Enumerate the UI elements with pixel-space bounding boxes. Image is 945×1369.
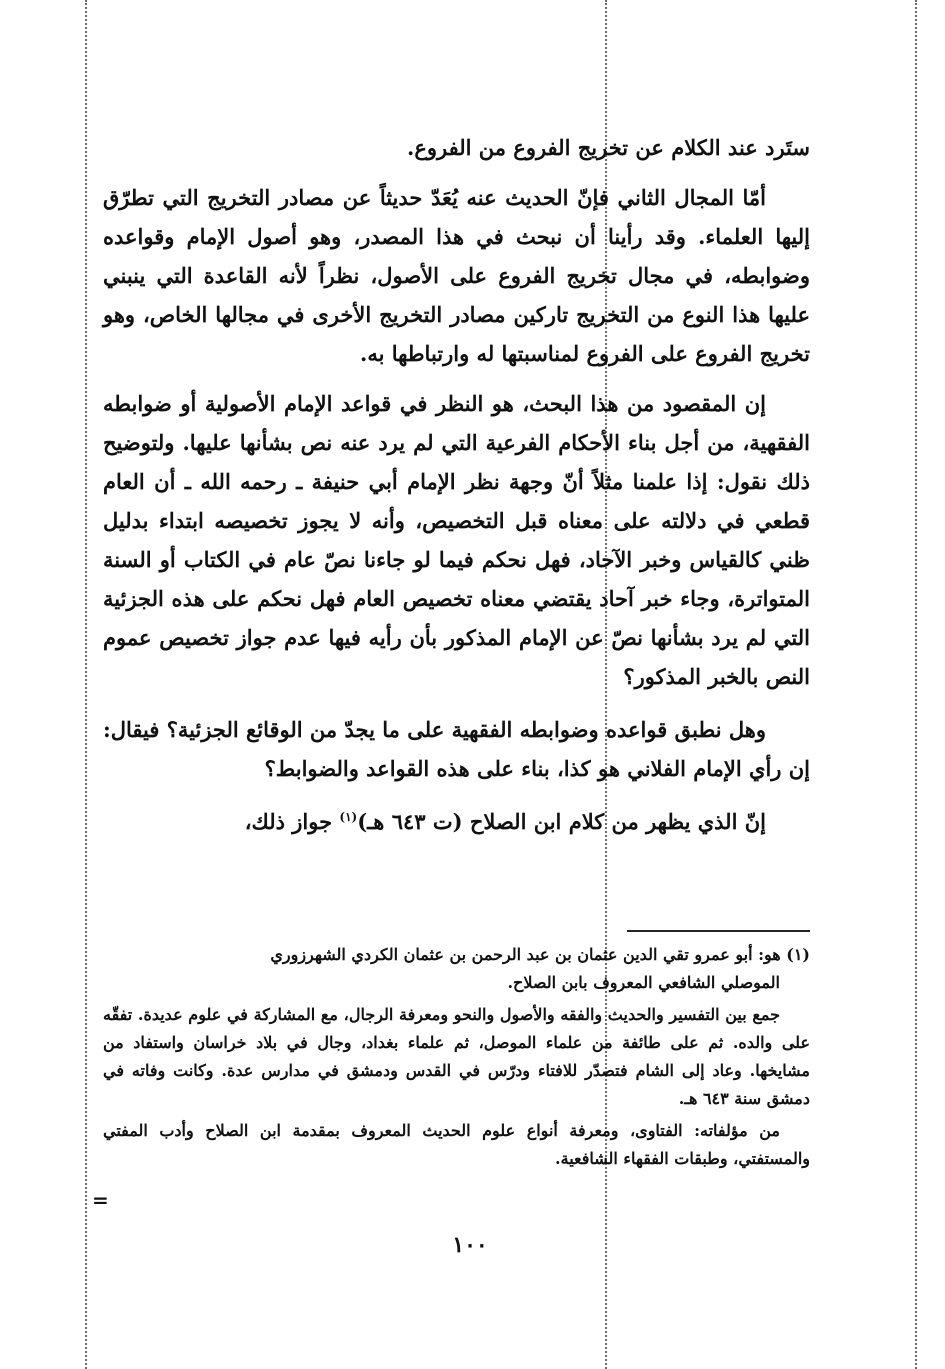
continuation-mark: =	[92, 1188, 109, 1212]
footnote-reference-1: (١)	[339, 810, 358, 824]
main-text	[103, 128, 810, 841]
page-number: ١٠٠	[452, 1232, 488, 1258]
paragraph-4: وهل نطبق قواعده وضوابطه الفقهية على ما يجدّ من الوقائع الجزئية؟ فيقال: إن رأي الإمام الفلاني هو كذا، بناء على هذه القواعد والضوابط؟	[103, 717, 810, 781]
paragraph-5-text: إنّ الذي يظهر من كلام ابن الصلاح (ت ٦٤٣ هـ)	[357, 809, 766, 834]
footnote-1-paragraph-2: جمع بين التفسير والحديث والفقه والأصول والنحو ومعرفة الرجال، مع المشاركة في علوم عديدة. تفقّه على والده. ثم على طائفة من علماء الموصل، ثم علماء بغداد، وجال في بلاد خراسان واستفاد من مشايخها. وعاد إلى الشام فتصدّر للافتاء ودرّس في القدس ودمشق في مدارس عدة. وكانت وفاته في دمشق سنة ٦٤٣ هـ.	[103, 1005, 810, 1108]
paragraph-3: إن المقصود من هذا البحث، هو النظر في قواعد الإمام الأصولية أو ضوابطه الفقهية، من أجل بناء الأحكام الفرعية التي لم يرد عنه نص بشأنها عليها. ولتوضيح ذلك نقول: إذا علمنا مثلاً أنّ وجهة نظر الإمام أبي حنيفة ـ رحمه الله ـ أن العام قطعي في دلالته على معناه قبل التخصيص، وأنه لا يجوز تخصيصه ابتداء بدليل ظني كالقياس وخبر الآحاد، فهل نحكم فيما لو جاءنا نصّ عام في الكتاب أو السنة المتواترة، وجاء خبر آحاد يقتضي معناه تخصيص العام فهل نحكم على هذه الجزئية التي لم يرد بشأنها نصّ عن الإمام المذكور بأن رأيه فيها عدم جواز تخصيص عموم النص بالخبر المذكور؟	[103, 391, 810, 689]
scan-dotted-line-left	[85, 0, 87, 1369]
footnote-1-continuation: الموصلي الشافعي المعروف بابن الصلاح.	[507, 973, 780, 992]
scan-dotted-line-right	[915, 0, 917, 1369]
footnote-1-line: (١) هو: أبو عمرو تقي الدين عثمان بن عبد الرحمن بن عثمان الكردي الشهرزوري	[270, 945, 810, 964]
footnotes	[103, 941, 810, 1173]
paragraph-5	[103, 802, 810, 841]
paragraph-1: ستَرد عند الكلام عن تخريج الفروع من الفروع.	[407, 135, 810, 160]
footnote-separator	[627, 930, 810, 932]
paragraph-5-text-end: جواز ذلك،	[244, 809, 340, 834]
footnote-1-paragraph-3: من مؤلفاته: الفتاوى، ومعرفة أنواع علوم الحديث المعروف بمقدمة ابن الصلاح وأدب المفتي والمستفتي، وطبقات الفقهاء الشافعية.	[103, 1121, 810, 1168]
paragraph-2: أمّا المجال الثاني فإنّ الحديث عنه يُعَدّ حديثاً عن مصادر التخريج التي تطرّق إليها العلماء. وقد رأينا أن نبحث في هذا المصدر، وهو أصول الإمام وقواعده وضوابطه، في مجال تخريج الفروع على الأصول، نظراً لأنه القاعدة التي ينبني عليها هذا النوع من التخريج تاركين مصادر التخريج الأخرى في مجالها الخاص، وهو تخريج الفروع على الفروع لمناسبتها له وارتباطها به.	[103, 185, 810, 366]
